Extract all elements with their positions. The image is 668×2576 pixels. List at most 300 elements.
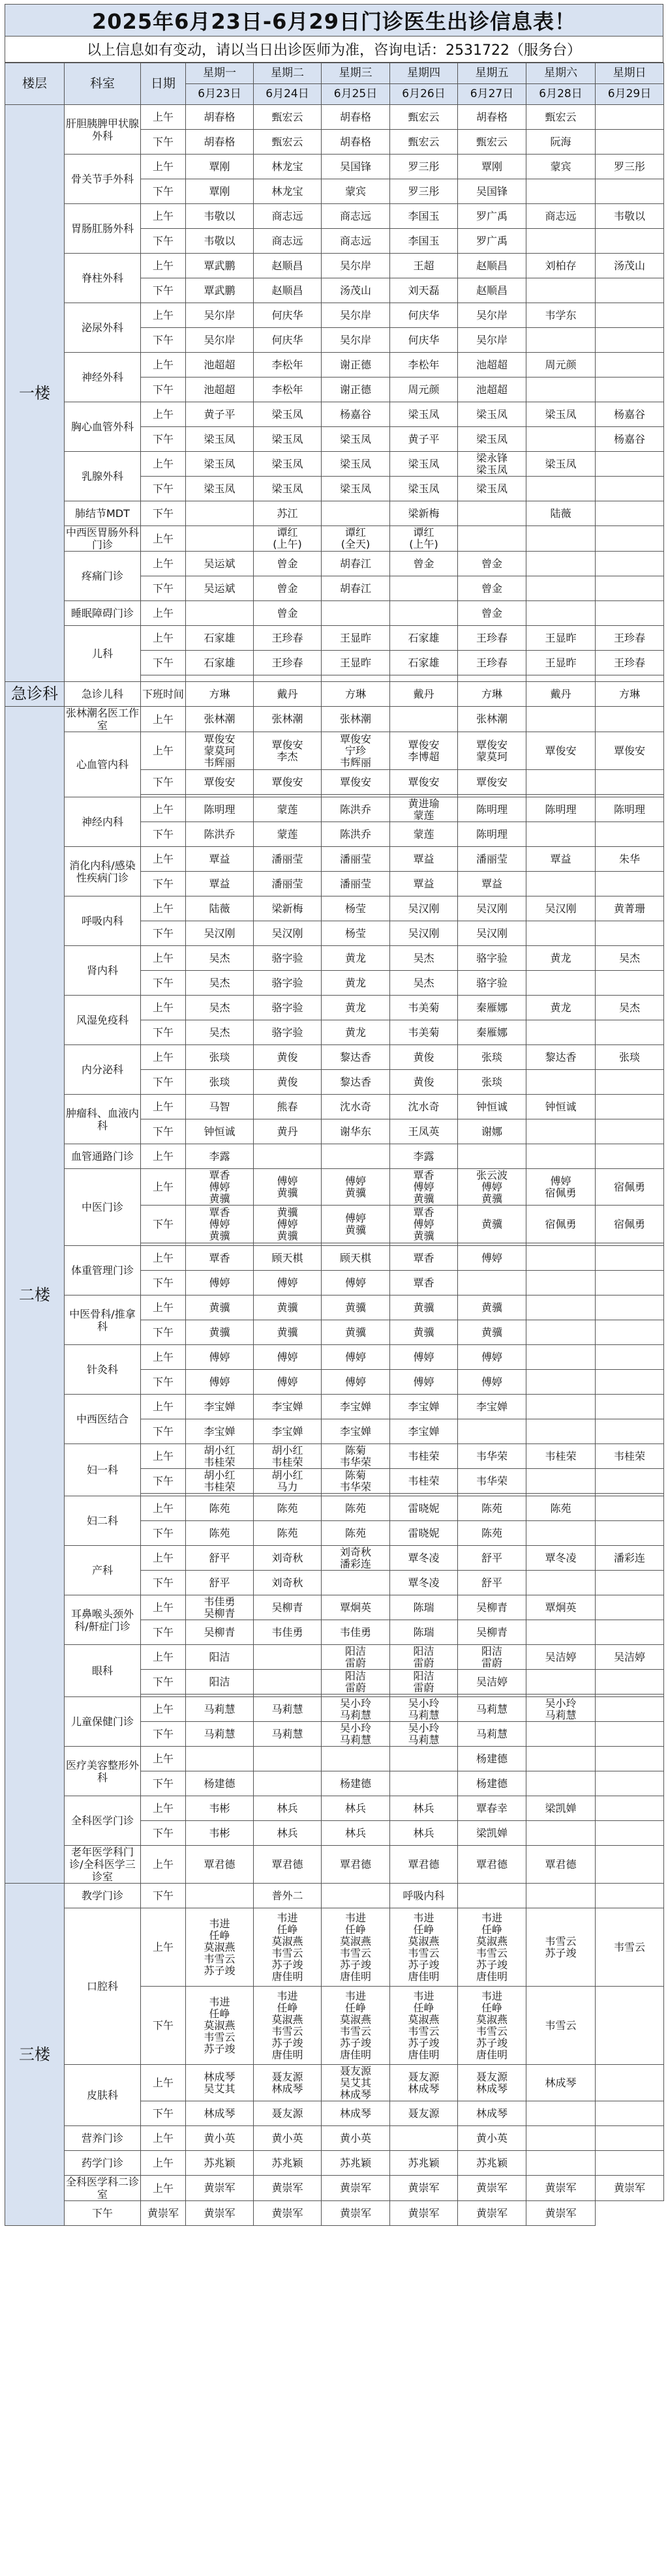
doctor-cell: 韦彬 (186, 1796, 254, 1821)
schedule-row (5, 2126, 664, 2151)
doctor-cell (596, 1846, 664, 1884)
doctor-cell: 杨建德 (458, 1747, 526, 1771)
doctor-cell (526, 971, 596, 996)
doctor-cell (526, 552, 596, 576)
doctor-cell: 覃香 (390, 1246, 458, 1271)
doctor-cell: 覃俊安 (390, 770, 458, 795)
doctor-cell: 胡春格 (186, 130, 254, 155)
doctor-cell (596, 1395, 664, 1419)
page-title: 2025年6月23日-6月29日门诊医生出诊信息表！ (5, 4, 663, 37)
doctor-cell: 黎达香 (526, 1045, 596, 1070)
doctor-cell: 黄崇军 (526, 2201, 596, 2226)
doctor-cell (526, 770, 596, 795)
doctor-cell (322, 1144, 390, 1169)
department-name: 肾内科 (65, 946, 141, 996)
doctor-cell (596, 1419, 664, 1444)
doctor-cell (458, 501, 526, 526)
schedule-row (5, 254, 664, 278)
doctor-cell: 韦敬以 (186, 229, 254, 254)
header-day: 星期一 (186, 63, 254, 84)
doctor-cell: 吴杰 (186, 971, 254, 996)
doctor-cell: 吴杰 (186, 946, 254, 971)
doctor-cell: 梁玉凤 (526, 402, 596, 427)
doctor-cell (390, 707, 458, 732)
doctor-cell (526, 576, 596, 601)
period-label: 下午 (141, 651, 186, 675)
doctor-cell: 吴小玲 马莉慧 (322, 1697, 390, 1722)
department-name: 中医骨科/推拿科 (65, 1295, 141, 1345)
doctor-cell: 吴小玲 马莉慧 (390, 1722, 458, 1747)
doctor-cell (596, 921, 664, 946)
doctor-cell: 谢正德 (322, 353, 390, 378)
doctor-cell: 曾金 (390, 552, 458, 576)
doctor-cell: 马莉慧 (186, 1697, 254, 1722)
doctor-cell (390, 1771, 458, 1796)
header-day: 星期五 (458, 63, 526, 84)
doctor-cell: 覃刚 (186, 155, 254, 179)
doctor-cell: 梁玉凤 (390, 452, 458, 477)
doctor-cell: 杨建德 (186, 1771, 254, 1796)
period-label: 下午 (141, 1884, 186, 1908)
department-name: 皮肤科 (65, 2065, 141, 2126)
doctor-cell (526, 1521, 596, 1546)
doctor-cell: 黄丹 (254, 1119, 322, 1144)
period-label: 下午 (141, 1571, 186, 1595)
period-label: 下午 (141, 1771, 186, 1796)
department-name: 体重管理门诊 (65, 1246, 141, 1295)
doctor-cell: 陈苑 (254, 1496, 322, 1521)
floor-label: 急诊科 (5, 682, 65, 707)
doctor-cell: 覃俊安 (254, 770, 322, 795)
doctor-cell: 黄龙 (526, 946, 596, 971)
schedule-row (5, 2201, 664, 2226)
period-label: 下午 (141, 1119, 186, 1144)
schedule-row (5, 1908, 664, 1987)
doctor-cell: 杨莹 (322, 896, 390, 921)
doctor-cell: 覃武鹏 (186, 278, 254, 303)
period-label: 上午 (141, 402, 186, 427)
doctor-cell: 李宝婵 (186, 1419, 254, 1444)
doctor-cell: 梁凯婵 (526, 1796, 596, 1821)
doctor-cell: 陆薇 (186, 896, 254, 921)
schedule-row (5, 1645, 664, 1670)
doctor-cell: 沈水奇 (322, 1095, 390, 1119)
doctor-cell (526, 526, 596, 552)
period-label: 上午 (141, 1345, 186, 1370)
doctor-cell: 黄俊 (254, 1045, 322, 1070)
doctor-cell: 聂友源 (390, 2101, 458, 2126)
doctor-cell (596, 1722, 664, 1747)
doctor-cell (526, 1419, 596, 1444)
period-label: 下午 (65, 2201, 141, 2226)
doctor-cell: 韦桂荣 (390, 1444, 458, 1469)
doctor-cell: 甄宏云 (390, 105, 458, 130)
period-label: 上午 (141, 552, 186, 576)
schedule-row (5, 1697, 664, 1722)
doctor-cell: 张琰 (186, 1045, 254, 1070)
period-label: 下午 (141, 1987, 186, 2065)
doctor-cell: 覃冬凌 (526, 1546, 596, 1571)
department-name: 医疗美容整形外科 (65, 1747, 141, 1796)
doctor-cell (596, 229, 664, 254)
doctor-cell: 林兵 (322, 1796, 390, 1821)
doctor-cell (526, 1771, 596, 1796)
department-name: 神经内科 (65, 797, 141, 847)
schedule-row (5, 402, 664, 427)
period-label: 下午 (141, 1469, 186, 1494)
doctor-cell: 覃君德 (186, 1846, 254, 1884)
doctor-cell (254, 1144, 322, 1169)
doctor-cell: 刘奇秋 (254, 1546, 322, 1571)
doctor-cell: 骆字验 (458, 946, 526, 971)
doctor-cell: 吴小玲 马莉慧 (390, 1697, 458, 1722)
doctor-cell: 覃君德 (458, 1846, 526, 1884)
period-label: 上午 (141, 1796, 186, 1821)
doctor-cell: 谢正德 (322, 378, 390, 402)
doctor-cell: 宿佩勇 (596, 1169, 664, 1206)
period-label: 下午 (141, 1821, 186, 1846)
doctor-cell: 傅婷 (186, 1370, 254, 1395)
doctor-cell (596, 770, 664, 795)
doctor-cell (526, 707, 596, 732)
doctor-cell: 聂友源 林成琴 (390, 2065, 458, 2101)
header-row-days (5, 63, 664, 84)
doctor-cell: 何庆华 (254, 328, 322, 353)
doctor-cell: 吴杰 (186, 996, 254, 1020)
doctor-cell: 韦桂荣 (390, 1469, 458, 1494)
doctor-cell: 韦佳勇 吴柳青 (186, 1595, 254, 1620)
department-name: 疼痛门诊 (65, 552, 141, 601)
doctor-cell: 李露 (186, 1144, 254, 1169)
doctor-cell (254, 1645, 322, 1670)
department-name: 耳鼻喉头颈外科/鼾症门诊 (65, 1595, 141, 1645)
doctor-cell: 韦彬 (186, 1821, 254, 1846)
doctor-cell (526, 1469, 596, 1494)
doctor-cell: 黄小英 (186, 2126, 254, 2151)
doctor-cell: 王珍春 (458, 651, 526, 675)
doctor-cell: 李宝婵 (322, 1419, 390, 1444)
doctor-cell: 覃俊安 蒙莫珂 (458, 732, 526, 770)
schedule-row (5, 1045, 664, 1070)
doctor-cell: 周元颜 (390, 378, 458, 402)
doctor-cell: 马智 (186, 1095, 254, 1119)
period-label: 上午 (141, 1496, 186, 1521)
period-label: 上午 (141, 204, 186, 229)
doctor-cell: 黄骥 (390, 1320, 458, 1345)
doctor-cell: 覃冬凌 (390, 1571, 458, 1595)
doctor-cell (526, 2151, 596, 2176)
doctor-cell (458, 1419, 526, 1444)
doctor-cell (596, 1370, 664, 1395)
doctor-cell: 潘丽莹 (458, 847, 526, 872)
doctor-cell: 吴小玲 马莉慧 (526, 1697, 596, 1722)
doctor-cell: 罗广禹 (458, 229, 526, 254)
department-name: 睡眠障碍门诊 (65, 601, 141, 626)
doctor-cell: 陈明理 (526, 797, 596, 822)
doctor-cell: 王凤英 (390, 1119, 458, 1144)
doctor-cell: 秦雁娜 (458, 996, 526, 1020)
doctor-cell: 骆字验 (254, 1020, 322, 1045)
department-name: 针灸科 (65, 1345, 141, 1395)
doctor-cell (322, 1884, 390, 1908)
schedule-row (5, 303, 664, 328)
doctor-cell: 韦进 任峥 莫淑燕 韦雪云 苏子竣 (186, 1987, 254, 2065)
period-label: 下午 (141, 921, 186, 946)
doctor-cell: 罗三彤 (596, 155, 664, 179)
header-day: 星期日 (596, 63, 664, 84)
doctor-cell: 吴杰 (186, 1020, 254, 1045)
doctor-cell (526, 1821, 596, 1846)
doctor-cell (526, 1345, 596, 1370)
floor-label: 三楼 (5, 1884, 65, 2226)
doctor-cell: 刘天磊 (390, 278, 458, 303)
department-name: 脊柱外科 (65, 254, 141, 303)
doctor-cell (596, 971, 664, 996)
period-label: 下午 (141, 1020, 186, 1045)
doctor-cell: 黄子平 (186, 402, 254, 427)
doctor-cell (596, 179, 664, 204)
department-name: 肝胆胰脾甲状腺外科 (65, 105, 141, 155)
schedule-row (5, 682, 664, 707)
doctor-cell: 陈苑 (322, 1521, 390, 1546)
doctor-cell (526, 1070, 596, 1095)
doctor-cell: 傅婷 (322, 1370, 390, 1395)
department-name: 全科医学门诊 (65, 1796, 141, 1846)
doctor-cell: 韦佳勇 (322, 1620, 390, 1645)
doctor-cell: 苏兆颖 (390, 2151, 458, 2176)
doctor-cell: 覃俊安 李博超 (390, 732, 458, 770)
header-date-cell: 6月25日 (322, 84, 390, 105)
doctor-cell: 刘奇秋 (254, 1571, 322, 1595)
period-label: 上午 (141, 2151, 186, 2176)
doctor-cell: 吴洁婷 (596, 1645, 664, 1670)
period-label: 上午 (141, 1169, 186, 1206)
period-label: 上午 (141, 1697, 186, 1722)
doctor-cell (526, 229, 596, 254)
doctor-cell: 黄崇军 (322, 2201, 390, 2226)
doctor-cell: 吴小玲 马莉慧 (322, 1722, 390, 1747)
doctor-cell (596, 1670, 664, 1695)
doctor-cell: 谭红 (上午) (254, 526, 322, 552)
period-label: 下午 (141, 278, 186, 303)
doctor-cell: 黄菁珊 (596, 896, 664, 921)
department-name: 儿童保健门诊 (65, 1697, 141, 1747)
doctor-cell: 吴洁婷 (458, 1670, 526, 1695)
period-label: 上午 (141, 526, 186, 552)
doctor-cell: 马莉慧 (254, 1697, 322, 1722)
doctor-cell: 王珍春 (596, 651, 664, 675)
doctor-cell: 吴尔岸 (322, 328, 390, 353)
header-floor: 楼层 (5, 63, 65, 105)
doctor-cell: 宿佩勇 (596, 1206, 664, 1243)
doctor-cell: 吴柳青 (186, 1620, 254, 1645)
doctor-cell: 黄骥 (458, 1320, 526, 1345)
schedule-row (5, 105, 664, 130)
doctor-cell: 陈明理 (458, 797, 526, 822)
doctor-cell: 覃俊安 (186, 770, 254, 795)
doctor-cell: 骆字验 (458, 971, 526, 996)
doctor-cell (596, 822, 664, 847)
doctor-cell (322, 601, 390, 626)
doctor-cell: 梁玉凤 (390, 477, 458, 501)
doctor-cell: 林成琴 吴艾其 (186, 2065, 254, 2101)
department-name: 乳腺外科 (65, 452, 141, 501)
doctor-cell: 潘丽莹 (322, 872, 390, 896)
doctor-cell: 吴汉刚 (390, 921, 458, 946)
period-label: 下午 (141, 130, 186, 155)
doctor-cell: 阳洁 雷蔚 (458, 1645, 526, 1670)
schedule-row (5, 526, 664, 552)
doctor-cell (186, 526, 254, 552)
doctor-cell: 韦进 任峥 莫淑燕 韦雪云 苏子竣 唐佳明 (390, 1908, 458, 1987)
doctor-cell: 张云波 傅婷 黄骥 (458, 1169, 526, 1206)
doctor-cell: 阳洁 (186, 1670, 254, 1695)
doctor-cell (390, 1747, 458, 1771)
doctor-cell (526, 1620, 596, 1645)
doctor-cell: 李宝婵 (254, 1395, 322, 1419)
doctor-cell: 陈菊 韦华荣 (322, 1444, 390, 1469)
doctor-cell: 韦敬以 (596, 204, 664, 229)
doctor-cell: 雷晓妮 (390, 1496, 458, 1521)
doctor-cell (322, 1571, 390, 1595)
doctor-cell: 傅婷 (186, 1345, 254, 1370)
doctor-cell: 吴汉刚 (526, 896, 596, 921)
doctor-cell: 韦雪云 (596, 1908, 664, 1987)
doctor-cell: 梁玉凤 (390, 402, 458, 427)
doctor-cell: 梁新梅 (254, 896, 322, 921)
doctor-cell: 吴尔岸 (322, 254, 390, 278)
doctor-cell: 李宝婵 (390, 1395, 458, 1419)
doctor-cell: 宿佩勇 (526, 1206, 596, 1243)
department-name: 肿瘤科、血液内科 (65, 1095, 141, 1144)
doctor-cell: 石家雄 (186, 626, 254, 651)
doctor-cell: 赵顺昌 (254, 278, 322, 303)
schedule-row (5, 797, 664, 822)
schedule-sheet (5, 4, 663, 2226)
doctor-cell: 雷晓妮 (390, 1521, 458, 1546)
period-label: 上午 (141, 303, 186, 328)
period-label: 上午 (141, 946, 186, 971)
doctor-cell: 商志远 (526, 204, 596, 229)
period-label: 上午 (141, 452, 186, 477)
doctor-cell: 池超超 (458, 353, 526, 378)
doctor-cell: 李宝婵 (458, 1395, 526, 1419)
schedule-row (5, 155, 664, 179)
doctor-cell: 陈洪乔 (186, 822, 254, 847)
doctor-cell: 黄崇军 (141, 2201, 186, 2226)
doctor-cell (596, 1771, 664, 1796)
doctor-cell (596, 501, 664, 526)
doctor-cell: 钟恒诚 (526, 1095, 596, 1119)
doctor-cell (526, 1020, 596, 1045)
doctor-cell: 覃冬凌 (390, 1546, 458, 1571)
doctor-cell: 傅婷 (254, 1370, 322, 1395)
doctor-cell: 黄俊 (254, 1070, 322, 1095)
department-name: 产科 (65, 1546, 141, 1595)
doctor-cell: 谭红 (全天) (322, 526, 390, 552)
doctor-cell (596, 1144, 664, 1169)
doctor-cell: 韦华荣 (458, 1469, 526, 1494)
doctor-cell: 梁玉凤 (322, 427, 390, 452)
doctor-cell (596, 378, 664, 402)
doctor-cell: 黄龙 (526, 996, 596, 1020)
doctor-cell: 何庆华 (390, 303, 458, 328)
doctor-cell: 林成琴 (186, 2101, 254, 2126)
schedule-row (5, 1595, 664, 1620)
doctor-cell: 覃炯英 (322, 1595, 390, 1620)
doctor-cell: 林成琴 (526, 2065, 596, 2101)
doctor-cell (254, 1771, 322, 1796)
doctor-cell: 戴丹 (390, 682, 458, 707)
doctor-cell: 呼吸内科 (390, 1884, 458, 1908)
doctor-cell (596, 872, 664, 896)
doctor-cell: 周元颜 (526, 353, 596, 378)
doctor-cell: 赵顺昌 (458, 254, 526, 278)
header-date-cell: 6月27日 (458, 84, 526, 105)
doctor-cell (526, 1395, 596, 1419)
doctor-cell: 杨嘉谷 (596, 402, 664, 427)
doctor-cell: 黄小英 (254, 2126, 322, 2151)
doctor-cell (526, 1295, 596, 1320)
doctor-cell: 梁玉凤 (322, 477, 390, 501)
doctor-cell (254, 1747, 322, 1771)
doctor-cell (596, 1821, 664, 1846)
doctor-cell: 韦雪云 苏子竣 (526, 1908, 596, 1987)
period-label: 上午 (141, 1045, 186, 1070)
period-label: 下午 (141, 1419, 186, 1444)
doctor-cell: 黄龙 (322, 1020, 390, 1045)
doctor-cell: 蒙莲 (254, 822, 322, 847)
doctor-cell: 何庆华 (390, 328, 458, 353)
doctor-cell: 傅婷 (458, 1370, 526, 1395)
doctor-cell: 阳洁 雷蔚 (390, 1670, 458, 1695)
doctor-cell: 方琳 (596, 682, 664, 707)
period-label: 下午 (141, 1070, 186, 1095)
doctor-cell: 梁新梅 (390, 501, 458, 526)
doctor-cell: 韦雪云 (526, 1987, 596, 2065)
period-label: 上午 (141, 254, 186, 278)
doctor-cell: 舒平 (186, 1546, 254, 1571)
doctor-cell: 石家雄 (390, 626, 458, 651)
doctor-cell: 覃武鹏 (186, 254, 254, 278)
doctor-cell: 黄龙 (322, 946, 390, 971)
schedule-row (5, 996, 664, 1020)
doctor-cell: 舒平 (458, 1546, 526, 1571)
doctor-cell (596, 552, 664, 576)
doctor-cell (458, 1271, 526, 1295)
doctor-cell: 熊春 (254, 1095, 322, 1119)
doctor-cell: 胡春格 (322, 130, 390, 155)
doctor-cell: 池超超 (458, 378, 526, 402)
department-name: 呼吸内科 (65, 896, 141, 946)
schedule-row (5, 2151, 664, 2176)
schedule-row (5, 452, 664, 477)
doctor-cell: 覃俊安 (322, 770, 390, 795)
doctor-cell: 王珍春 (596, 626, 664, 651)
doctor-cell: 张林潮 (322, 707, 390, 732)
department-name: 血管通路门诊 (65, 1144, 141, 1169)
doctor-cell: 杨嘉谷 (322, 402, 390, 427)
doctor-cell: 黄骥 (458, 1295, 526, 1320)
doctor-cell (596, 1119, 664, 1144)
doctor-cell: 梁玉凤 (254, 452, 322, 477)
doctor-cell: 吴汉刚 (186, 921, 254, 946)
schedule-row (5, 2065, 664, 2101)
doctor-cell: 蒙宾 (322, 179, 390, 204)
doctor-cell: 陈苑 (458, 1496, 526, 1521)
doctor-cell (596, 130, 664, 155)
doctor-cell: 黎达香 (322, 1070, 390, 1095)
